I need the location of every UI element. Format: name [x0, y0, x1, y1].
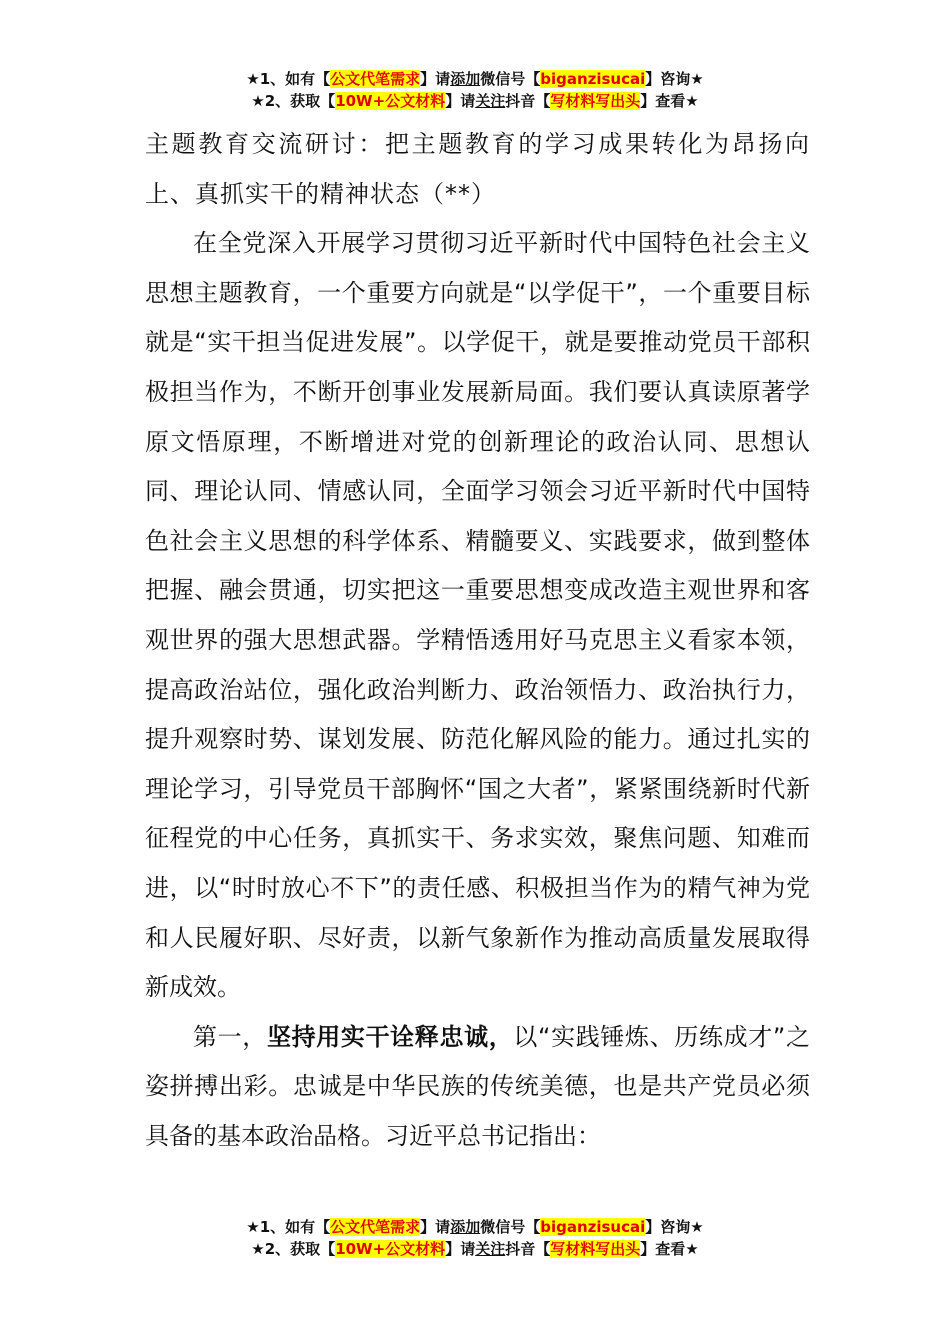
highlight-materials: 10W+公文材料	[335, 1240, 446, 1258]
highlight-douyin: 写材料写出头	[550, 1240, 641, 1258]
banner-line-2: ★2、获取【10W+公文材料】请关注抖音【写材料写出头】查看★	[251, 1240, 699, 1258]
highlight-wechat-id: biganzisucai	[540, 1218, 646, 1236]
bottom-banner	[0, 1216, 950, 1260]
highlight-service: 公文代笔需求	[330, 1218, 421, 1236]
banner-line-1: ★1、如有【公文代笔需求】请添加微信号【biganzisucai】咨询★	[246, 70, 704, 88]
paragraph-2-bold-lead: 坚持用实干诠释忠诚，	[266, 1022, 514, 1051]
banner-line-2: ★2、获取【10W+公文材料】请关注抖音【写材料写出头】查看★	[251, 92, 699, 110]
document-body	[145, 120, 810, 1161]
top-banner	[0, 68, 950, 112]
highlight-service: 公文代笔需求	[330, 70, 421, 88]
paragraph-1: 在全党深入开展学习贯彻习近平新时代中国特色社会主义思想主题教育，一个重要方向就是“以学促干”，一个重要目标就是“实干担当促进发展”。以学促干，就是要推动党员干部积极担当作为，不断开创事业发展新局面。我们要认真读原著学原文悟原理，不断增进对党的创新理论的政治认同、思想认同、理论认同、情感认同，全面学习领会习近平新时代中国特色社会主义思想的科学体系、精髓要义、实践要求，做到整体把握、融会贯通，切实把这一重要思想变成改造主观世界和客观世界的强大思想武器。学精悟透用好马克思主义看家本领，提高政治站位，强化政治判断力、政治领悟力、政治执行力，提升观察时势、谋划发展、防范化解风险的能力。通过扎实的理论学习，引导党员干部胸怀“国之大者”，紧紧围绕新时代新征程党的中心任务，真抓实干、务求实效，聚焦问题、知难而进，以“时时放心不下”的责任感、积极担当作为的精气神为党和人民履好职、尽好责，以新气象新作为推动高质量发展取得新成效。	[145, 229, 810, 1002]
document-title: 主题教育交流研讨：把主题教育的学习成果转化为昂扬向上、真抓实干的精神状态（**）	[145, 130, 810, 208]
highlight-douyin: 写材料写出头	[550, 92, 641, 110]
paragraph-2: 第一，坚持用实干诠释忠诚，以“实践锤炼、历练成才”之姿拼搏出彩。忠诚是中华民族的传统美德，也是共产党员必须具备的基本政治品格。习近平总书记指出：	[145, 1022, 810, 1150]
highlight-materials: 10W+公文材料	[335, 92, 446, 110]
highlight-wechat-id: biganzisucai	[540, 70, 646, 88]
banner-line-1: ★1、如有【公文代笔需求】请添加微信号【biganzisucai】咨询★	[246, 1218, 704, 1236]
